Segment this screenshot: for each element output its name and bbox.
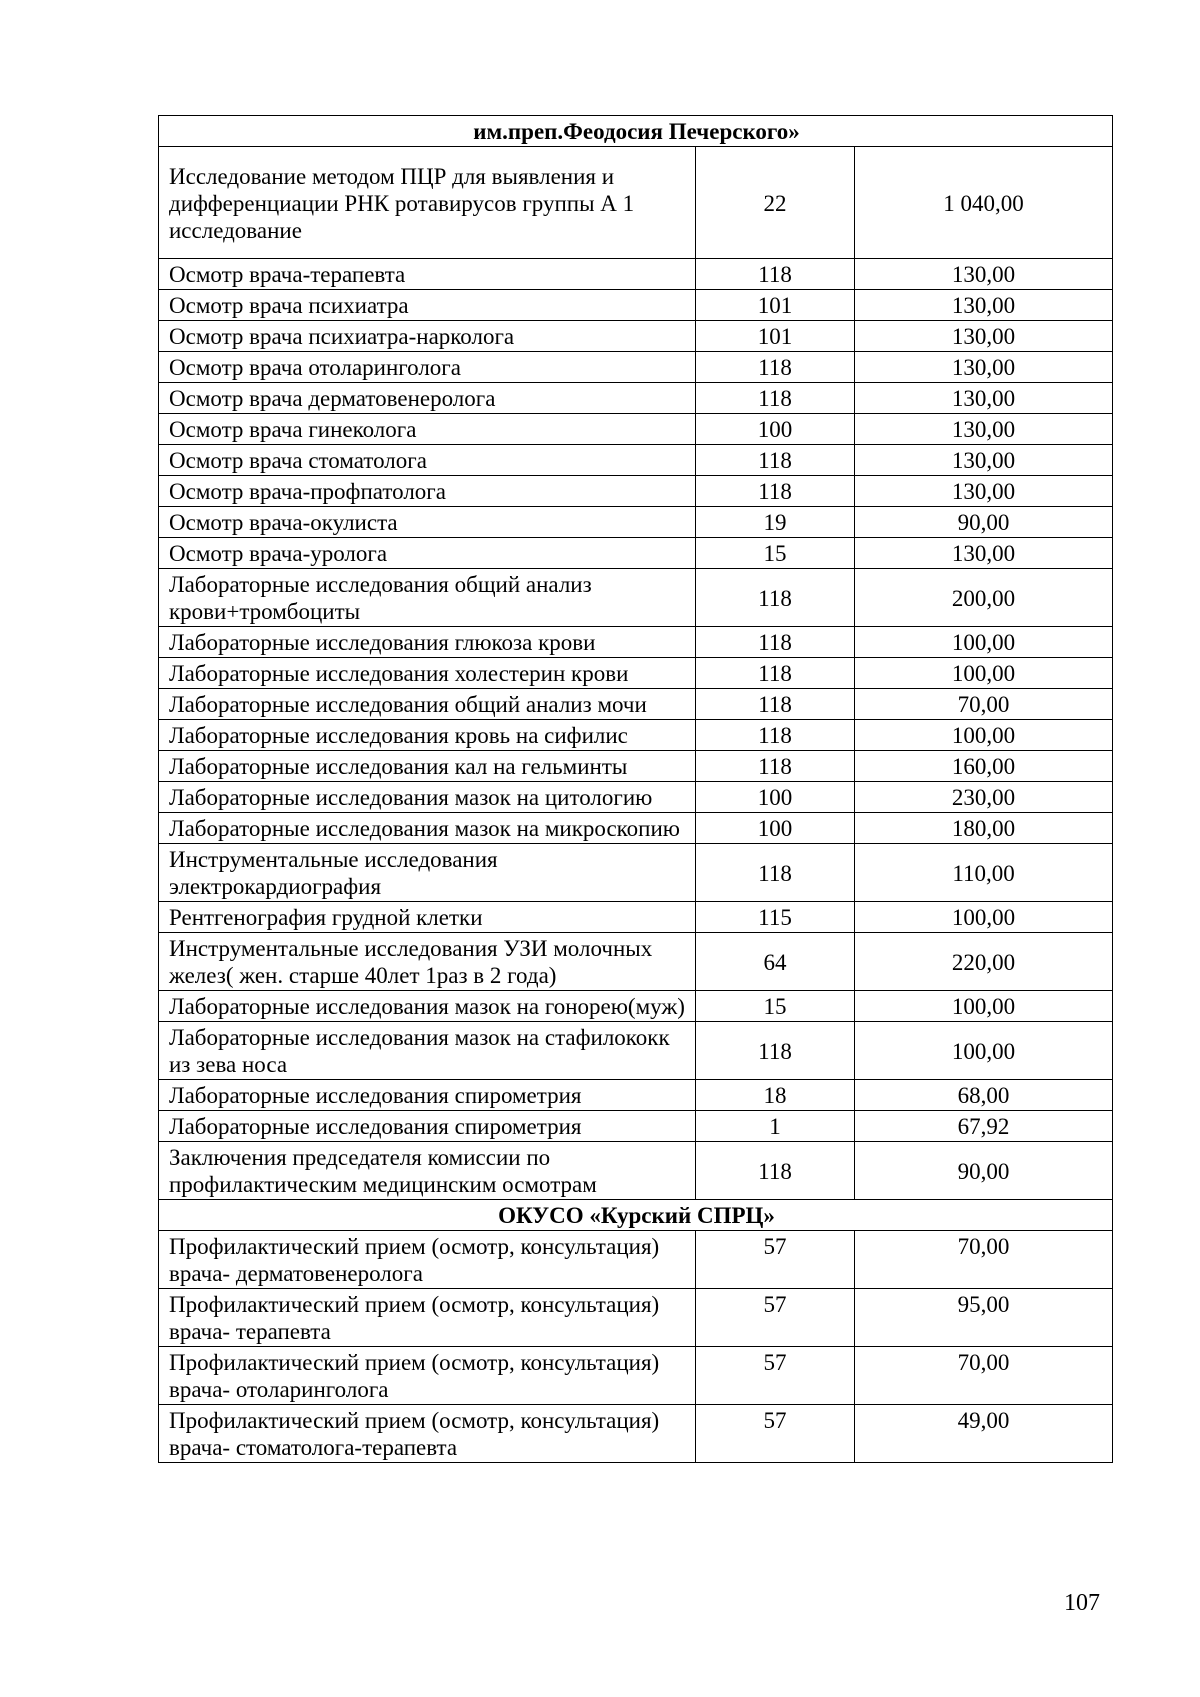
table-row [159,782,1113,813]
count-cell: 15 [696,538,855,569]
service-name-cell: Лабораторные исследования кал на гельминты [159,751,696,782]
price-cell: 70,00 [855,689,1113,720]
service-name-cell: Лабораторные исследования мазок на гонорею(муж) [159,991,696,1022]
count-cell: 19 [696,507,855,538]
table-row [159,1231,1113,1289]
table-row [159,991,1113,1022]
service-name-cell: Осмотр врача-профпатолога [159,476,696,507]
service-name-cell: Осмотр врача дерматовенеролога [159,383,696,414]
price-cell: 110,00 [855,844,1113,902]
price-cell: 100,00 [855,991,1113,1022]
service-name-cell: Рентгенография грудной клетки [159,902,696,933]
count-cell: 115 [696,902,855,933]
count-cell: 118 [696,1142,855,1200]
service-name-cell: Осмотр врача-терапевта [159,259,696,290]
price-cell: 130,00 [855,290,1113,321]
table-row [159,1405,1113,1463]
table-row [159,445,1113,476]
price-cell: 100,00 [855,902,1113,933]
table-row [159,352,1113,383]
count-cell: 57 [696,1405,855,1463]
table-row [159,321,1113,352]
table-row [159,844,1113,902]
price-cell: 1 040,00 [855,147,1113,259]
price-cell: 100,00 [855,1022,1113,1080]
count-cell: 57 [696,1289,855,1347]
table-row [159,1111,1113,1142]
service-name-cell: Профилактический прием (осмотр, консультация) врача- стоматолога-терапевта [159,1405,696,1463]
price-cell: 130,00 [855,259,1113,290]
price-cell: 130,00 [855,445,1113,476]
price-cell: 130,00 [855,538,1113,569]
table-row [159,813,1113,844]
count-cell: 118 [696,569,855,627]
service-name-cell: Лабораторные исследования глюкоза крови [159,627,696,658]
table-row [159,1289,1113,1347]
price-cell: 70,00 [855,1347,1113,1405]
service-name-cell: Осмотр врача-уролога [159,538,696,569]
price-cell: 90,00 [855,507,1113,538]
table-row [159,720,1113,751]
count-cell: 101 [696,290,855,321]
table-row [159,902,1113,933]
service-name-cell: Лабораторные исследования общий анализ крови+тромбоциты [159,569,696,627]
price-cell: 160,00 [855,751,1113,782]
table-row [159,147,1113,259]
service-name-cell: Инструментальные исследования УЗИ молочных желез( жен. старше 40лет 1раз в 2 года) [159,933,696,991]
price-cell: 70,00 [855,1231,1113,1289]
section-header [159,116,1113,147]
count-cell: 118 [696,445,855,476]
count-cell: 15 [696,991,855,1022]
table-row [159,538,1113,569]
count-cell: 118 [696,844,855,902]
price-cell: 90,00 [855,1142,1113,1200]
table-row [159,1022,1113,1080]
service-name-cell: Осмотр врача-окулиста [159,507,696,538]
count-cell: 118 [696,627,855,658]
services-table [158,115,1113,1463]
table-row [159,259,1113,290]
table-row [159,1080,1113,1111]
count-cell: 118 [696,751,855,782]
section-title: ОКУСО «Курский СПРЦ» [159,1200,1113,1231]
table-row [159,383,1113,414]
service-name-cell: Лабораторные исследования мазок на стафилококк из зева носа [159,1022,696,1080]
count-cell: 1 [696,1111,855,1142]
service-name-cell: Лабораторные исследования общий анализ мочи [159,689,696,720]
service-name-cell: Профилактический прием (осмотр, консультация) врача- дерматовенеролога [159,1231,696,1289]
service-name-cell: Лабораторные исследования кровь на сифилис [159,720,696,751]
table-row [159,1142,1113,1200]
price-cell: 130,00 [855,383,1113,414]
service-name-cell: Заключения председателя комиссии по профилактическим медицинским осмотрам [159,1142,696,1200]
count-cell: 118 [696,720,855,751]
service-name-cell: Осмотр врача гинеколога [159,414,696,445]
table-row [159,569,1113,627]
service-name-cell: Лабораторные исследования спирометрия [159,1111,696,1142]
service-name-cell: Лабораторные исследования спирометрия [159,1080,696,1111]
price-cell: 100,00 [855,627,1113,658]
price-cell: 130,00 [855,476,1113,507]
price-cell: 230,00 [855,782,1113,813]
price-cell: 100,00 [855,720,1113,751]
service-name-cell: Лабораторные исследования мазок на микроскопию [159,813,696,844]
table-row [159,751,1113,782]
service-name-cell: Профилактический прием (осмотр, консультация) врача- отоларинголога [159,1347,696,1405]
count-cell: 101 [696,321,855,352]
count-cell: 118 [696,383,855,414]
table-row [159,658,1113,689]
price-cell: 130,00 [855,321,1113,352]
count-cell: 100 [696,414,855,445]
section-header [159,1200,1113,1231]
price-cell: 180,00 [855,813,1113,844]
price-cell: 130,00 [855,414,1113,445]
service-name-cell: Осмотр врача отоларинголога [159,352,696,383]
service-name-cell: Осмотр врача психиатра [159,290,696,321]
table-row [159,627,1113,658]
table-row [159,933,1113,991]
page-number: 107 [1064,1590,1100,1616]
service-name-cell: Профилактический прием (осмотр, консультация) врача- терапевта [159,1289,696,1347]
count-cell: 118 [696,259,855,290]
section-title: им.преп.Феодосия Печерского» [159,116,1113,147]
count-cell: 118 [696,476,855,507]
table-row [159,476,1113,507]
count-cell: 22 [696,147,855,259]
price-cell: 200,00 [855,569,1113,627]
table-row [159,507,1113,538]
price-cell: 49,00 [855,1405,1113,1463]
table-row [159,689,1113,720]
service-name-cell: Инструментальные исследования электрокардиография [159,844,696,902]
table-row [159,290,1113,321]
service-name-cell: Лабораторные исследования холестерин крови [159,658,696,689]
count-cell: 118 [696,658,855,689]
table-row [159,1347,1113,1405]
service-name-cell: Лабораторные исследования мазок на цитологию [159,782,696,813]
service-name-cell: Исследование методом ПЦР для выявления и дифференциации РНК ротавирусов группы А 1 исследование [159,147,696,259]
count-cell: 57 [696,1231,855,1289]
table-row [159,414,1113,445]
count-cell: 18 [696,1080,855,1111]
count-cell: 100 [696,813,855,844]
price-cell: 67,92 [855,1111,1113,1142]
price-cell: 68,00 [855,1080,1113,1111]
service-name-cell: Осмотр врача стоматолога [159,445,696,476]
count-cell: 118 [696,1022,855,1080]
service-name-cell: Осмотр врача психиатра-нарколога [159,321,696,352]
price-cell: 95,00 [855,1289,1113,1347]
count-cell: 57 [696,1347,855,1405]
count-cell: 100 [696,782,855,813]
count-cell: 118 [696,689,855,720]
price-cell: 100,00 [855,658,1113,689]
price-cell: 220,00 [855,933,1113,991]
count-cell: 118 [696,352,855,383]
count-cell: 64 [696,933,855,991]
price-cell: 130,00 [855,352,1113,383]
